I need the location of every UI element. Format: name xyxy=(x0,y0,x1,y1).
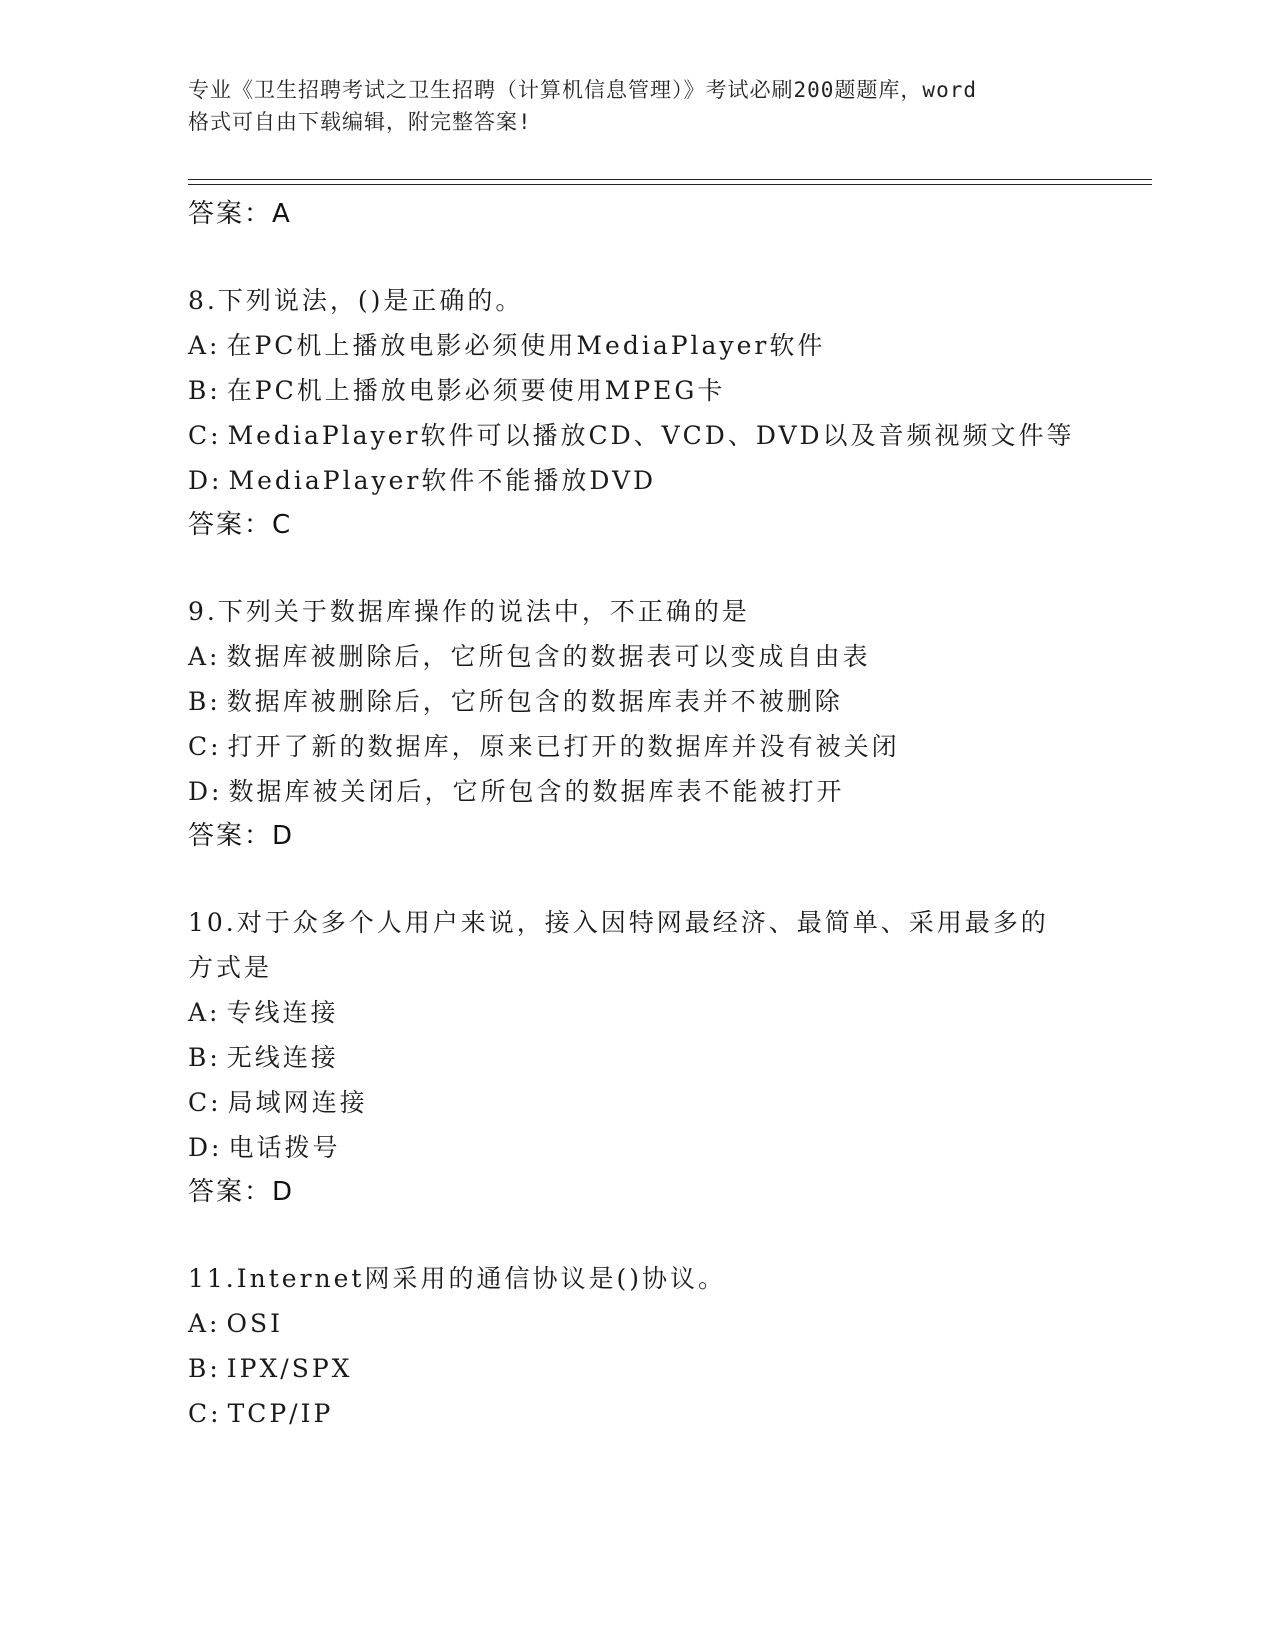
option-text: 局域网连接 xyxy=(227,1088,368,1117)
header-divider-bottom xyxy=(188,184,1152,185)
option-label: C: xyxy=(188,1399,222,1428)
option-text: 在PC机上播放电影必须要使用MPEG卡 xyxy=(226,376,726,405)
option-label: A: xyxy=(188,331,221,360)
answer-option xyxy=(188,1391,1152,1436)
option-text: 数据库被关闭后，它所包含的数据库表不能被打开 xyxy=(228,777,845,806)
question-block xyxy=(188,900,1152,1215)
option-label: B: xyxy=(188,1043,221,1072)
option-text: 数据库被删除后，它所包含的数据库表并不被删除 xyxy=(226,687,843,716)
answer-option xyxy=(188,634,1152,679)
option-label: A: xyxy=(188,1309,221,1338)
option-text: 无线连接 xyxy=(226,1043,339,1072)
option-label: B: xyxy=(188,687,221,716)
answer-line: 答案：D xyxy=(188,1177,295,1207)
question-block xyxy=(188,1256,1152,1436)
option-label: C: xyxy=(188,421,222,450)
question-block xyxy=(188,278,1152,548)
option-text: MediaPlayer软件不能播放DVD xyxy=(228,466,657,495)
answer-line: 答案：D xyxy=(188,821,295,851)
answer-option xyxy=(188,1125,1152,1170)
option-label: B: xyxy=(188,1354,221,1383)
option-text: 数据库被删除后，它所包含的数据表可以变成自由表 xyxy=(226,642,871,671)
answer-option xyxy=(188,990,1152,1035)
answer-option xyxy=(188,724,1152,769)
option-label: D: xyxy=(188,466,223,495)
option-label: B: xyxy=(188,376,221,405)
answer-option xyxy=(188,1035,1152,1080)
document-header xyxy=(188,74,1088,138)
question-block xyxy=(188,589,1152,859)
answer-line: 答案：C xyxy=(188,510,293,540)
answer-option xyxy=(188,1080,1152,1125)
answer-option xyxy=(188,769,1152,814)
option-label: A: xyxy=(188,998,221,1027)
header-title-line-2: 格式可自由下载编辑，附完整答案! xyxy=(188,110,532,134)
question-stem: 10.对于众多个人用户来说，接入因特网最经济、最简单、采用最多的方式是 xyxy=(188,908,1049,982)
question-stem: 9.下列关于数据库操作的说法中，不正确的是 xyxy=(188,597,750,626)
option-text: 在PC机上播放电影必须使用MediaPlayer软件 xyxy=(226,331,826,360)
option-label: D: xyxy=(188,777,223,806)
option-label: D: xyxy=(188,1133,223,1162)
questions-container xyxy=(188,278,1152,1436)
option-label: A: xyxy=(188,642,221,671)
answer-option xyxy=(188,1301,1152,1346)
answer-option xyxy=(188,679,1152,724)
answer-option xyxy=(188,368,1152,413)
option-text: IPX/SPX xyxy=(226,1354,353,1383)
option-label: C: xyxy=(188,732,222,761)
question-stem: 11.Internet网采用的通信协议是()协议。 xyxy=(188,1264,726,1293)
answer-line: 答案：A xyxy=(188,199,292,229)
question-list xyxy=(188,192,1152,1436)
header-title-line-1: 专业《卫生招聘考试之卫生招聘（计算机信息管理）》考试必刷200题题库，word xyxy=(188,78,977,102)
option-text: OSI xyxy=(226,1309,283,1338)
answer-option xyxy=(188,1346,1152,1391)
option-text: 专线连接 xyxy=(226,998,339,1027)
header-divider-top xyxy=(188,179,1152,180)
option-text: TCP/IP xyxy=(227,1399,334,1428)
question-stem: 8.下列说法，()是正确的。 xyxy=(188,286,524,315)
option-text: 打开了新的数据库，原来已打开的数据库并没有被关闭 xyxy=(227,732,900,761)
answer-option xyxy=(188,413,1152,458)
answer-option xyxy=(188,458,1152,503)
option-label: C: xyxy=(188,1088,222,1117)
answer-option xyxy=(188,323,1152,368)
option-text: 电话拨号 xyxy=(228,1133,341,1162)
option-text: MediaPlayer软件可以播放CD、VCD、DVD以及音频视频文件等 xyxy=(227,421,1075,450)
